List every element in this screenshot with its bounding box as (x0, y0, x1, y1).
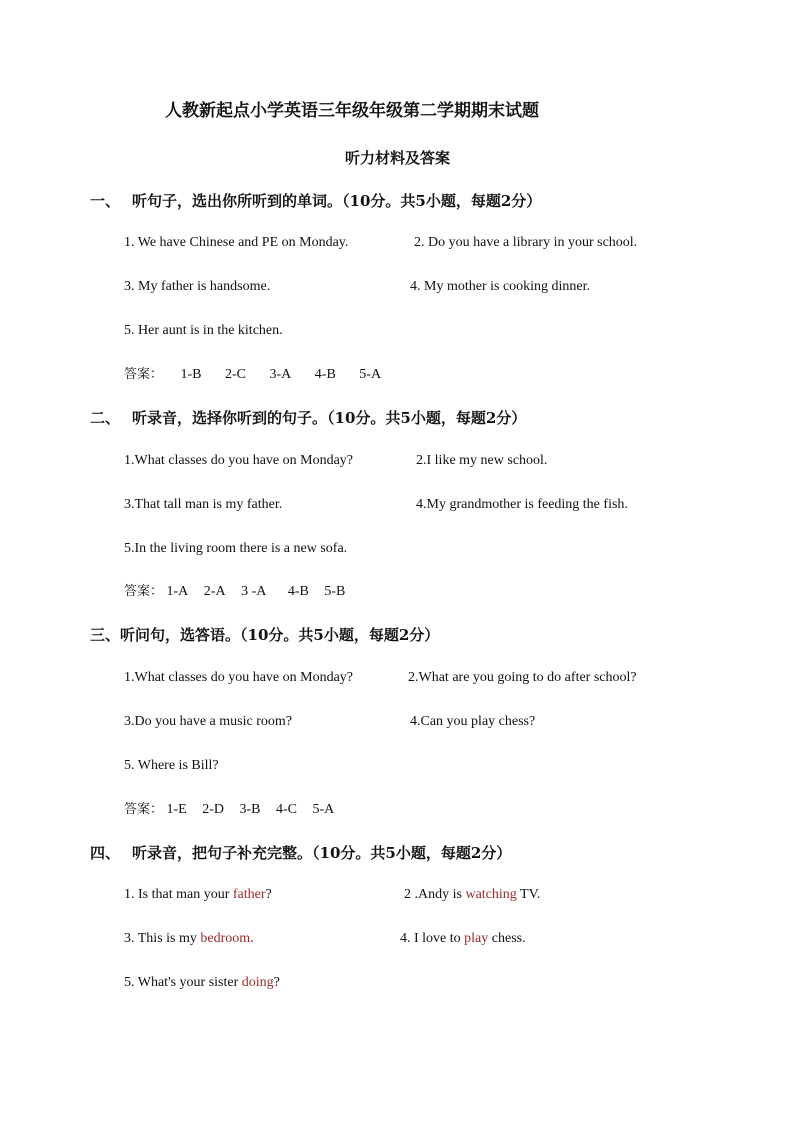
fill-answer: play (464, 931, 489, 946)
section-1-item-2: 2. Do you have a library in your school. (414, 235, 638, 250)
section-4-row-3 (124, 974, 280, 992)
fill-answer: father (232, 887, 266, 902)
section-1-row-2 (124, 278, 591, 296)
section-3-item-5: 5. Where is Bill? (124, 758, 219, 773)
section-2-answers (124, 583, 345, 601)
section-3-answer: 1-E (166, 802, 187, 817)
section-4-heading (90, 842, 511, 863)
fill-item-text: ? (265, 887, 272, 902)
section-1-row-3 (124, 322, 283, 340)
fill-item-1 (124, 887, 272, 902)
section-1-item-4: 4. My mother is cooking dinner. (410, 279, 591, 294)
fill-item-text: ? (273, 975, 280, 990)
section-2-item-5: 5.In the living room there is a new sofa. (124, 541, 348, 556)
section-3-item-1: 1.What classes do you have on Monday? (124, 670, 353, 685)
section-2-item-2: 2.I like my new school. (416, 453, 548, 468)
section-1-answer: 5-A (359, 367, 382, 382)
fill-item-text: 3. This is my (124, 931, 201, 946)
section-2-row-2 (124, 496, 628, 514)
section-2-answer-label: 答案： (124, 584, 164, 599)
section-2-answer: 5-B (324, 584, 346, 599)
fill-answer: watching (465, 887, 517, 902)
section-1-number: 一、 (90, 192, 121, 210)
section-3-number: 三、 (90, 626, 121, 644)
section-4-number: 四、 (90, 844, 121, 862)
page-subtitle: 听力材料及答案 (345, 149, 451, 167)
section-2-item-4: 4.My grandmother is feeding the fish. (416, 497, 628, 512)
section-1-item-5: 5. Her aunt is in the kitchen. (124, 323, 283, 338)
fill-answer: doing (241, 975, 274, 990)
fill-item-2 (404, 886, 540, 904)
section-1-answer: 1-B (180, 367, 202, 382)
section-3-answer-label: 答案： (124, 802, 164, 817)
section-3-item-3: 3.Do you have a music room? (124, 714, 292, 729)
section-3-answer: 3-B (239, 802, 261, 817)
fill-item-text: 2 .Andy is (404, 887, 466, 902)
section-2-answer: 4-B (287, 584, 309, 599)
section-3-heading (90, 624, 439, 645)
section-2-number: 二、 (90, 409, 121, 427)
fill-item-5 (124, 975, 280, 990)
section-1-heading (90, 190, 541, 211)
section-2-answer: 1-A (166, 584, 189, 599)
section-1-answer: 3-A (269, 367, 292, 382)
page-title: 人教新起点小学英语三年级年级第二学期期末试题 (165, 101, 539, 121)
fill-answer: bedroom (200, 931, 251, 946)
section-3-row-2 (124, 713, 536, 731)
section-2-row-1 (124, 452, 548, 470)
section-2-answer: 3 -A (241, 584, 267, 599)
section-3-heading-text: 听问句，选答语。（10分。共5小题，每题2分） (120, 626, 440, 644)
section-3-item-2: 2.What are you going to do after school? (408, 670, 637, 685)
section-1-answer-label: 答案： (124, 367, 164, 382)
section-2-heading (90, 407, 526, 428)
section-2-item-1: 1.What classes do you have on Monday? (124, 453, 353, 468)
fill-item-4 (400, 930, 526, 948)
section-4-row-1 (124, 886, 541, 904)
section-1-answer: 2-C (225, 367, 247, 382)
section-2-item-3: 3.That tall man is my father. (124, 497, 283, 512)
section-1-item-3: 3. My father is handsome. (124, 279, 271, 294)
section-4-row-2 (124, 930, 526, 948)
section-2-row-3 (124, 540, 347, 558)
section-4-heading-text: 听录音，把句子补充完整。（10分。共5小题，每题2分） (132, 844, 512, 862)
fill-item-text: chess. (488, 931, 526, 946)
fill-item-text: . (250, 931, 254, 946)
section-1-answers (124, 366, 381, 384)
section-2-heading-text: 听录音，选择你听到的句子。（10分。共5小题，每题2分） (132, 409, 527, 427)
section-1-row-1 (124, 234, 638, 252)
section-3-answer: 4-C (276, 802, 298, 817)
section-3-answers (124, 801, 334, 819)
section-1-answer: 4-B (314, 367, 336, 382)
section-2-answer: 2-A (203, 584, 226, 599)
section-3-item-4: 4.Can you play chess? (410, 714, 536, 729)
fill-item-text: 4. I love to (400, 931, 465, 946)
section-3-answer: 5-A (312, 802, 335, 817)
fill-item-3 (124, 931, 254, 946)
section-3-answer: 2-D (202, 802, 225, 817)
section-1-heading-text: 听句子，选出你所听到的单词。（10分。共5小题，每题2分） (132, 192, 542, 210)
fill-item-text: TV. (516, 887, 541, 902)
fill-item-text: 1. Is that man your (124, 887, 233, 902)
section-3-row-3 (124, 757, 219, 775)
section-3-row-1 (124, 669, 637, 687)
fill-item-text: 5. What's your sister (124, 975, 242, 990)
section-1-item-1: 1. We have Chinese and PE on Monday. (124, 235, 349, 250)
